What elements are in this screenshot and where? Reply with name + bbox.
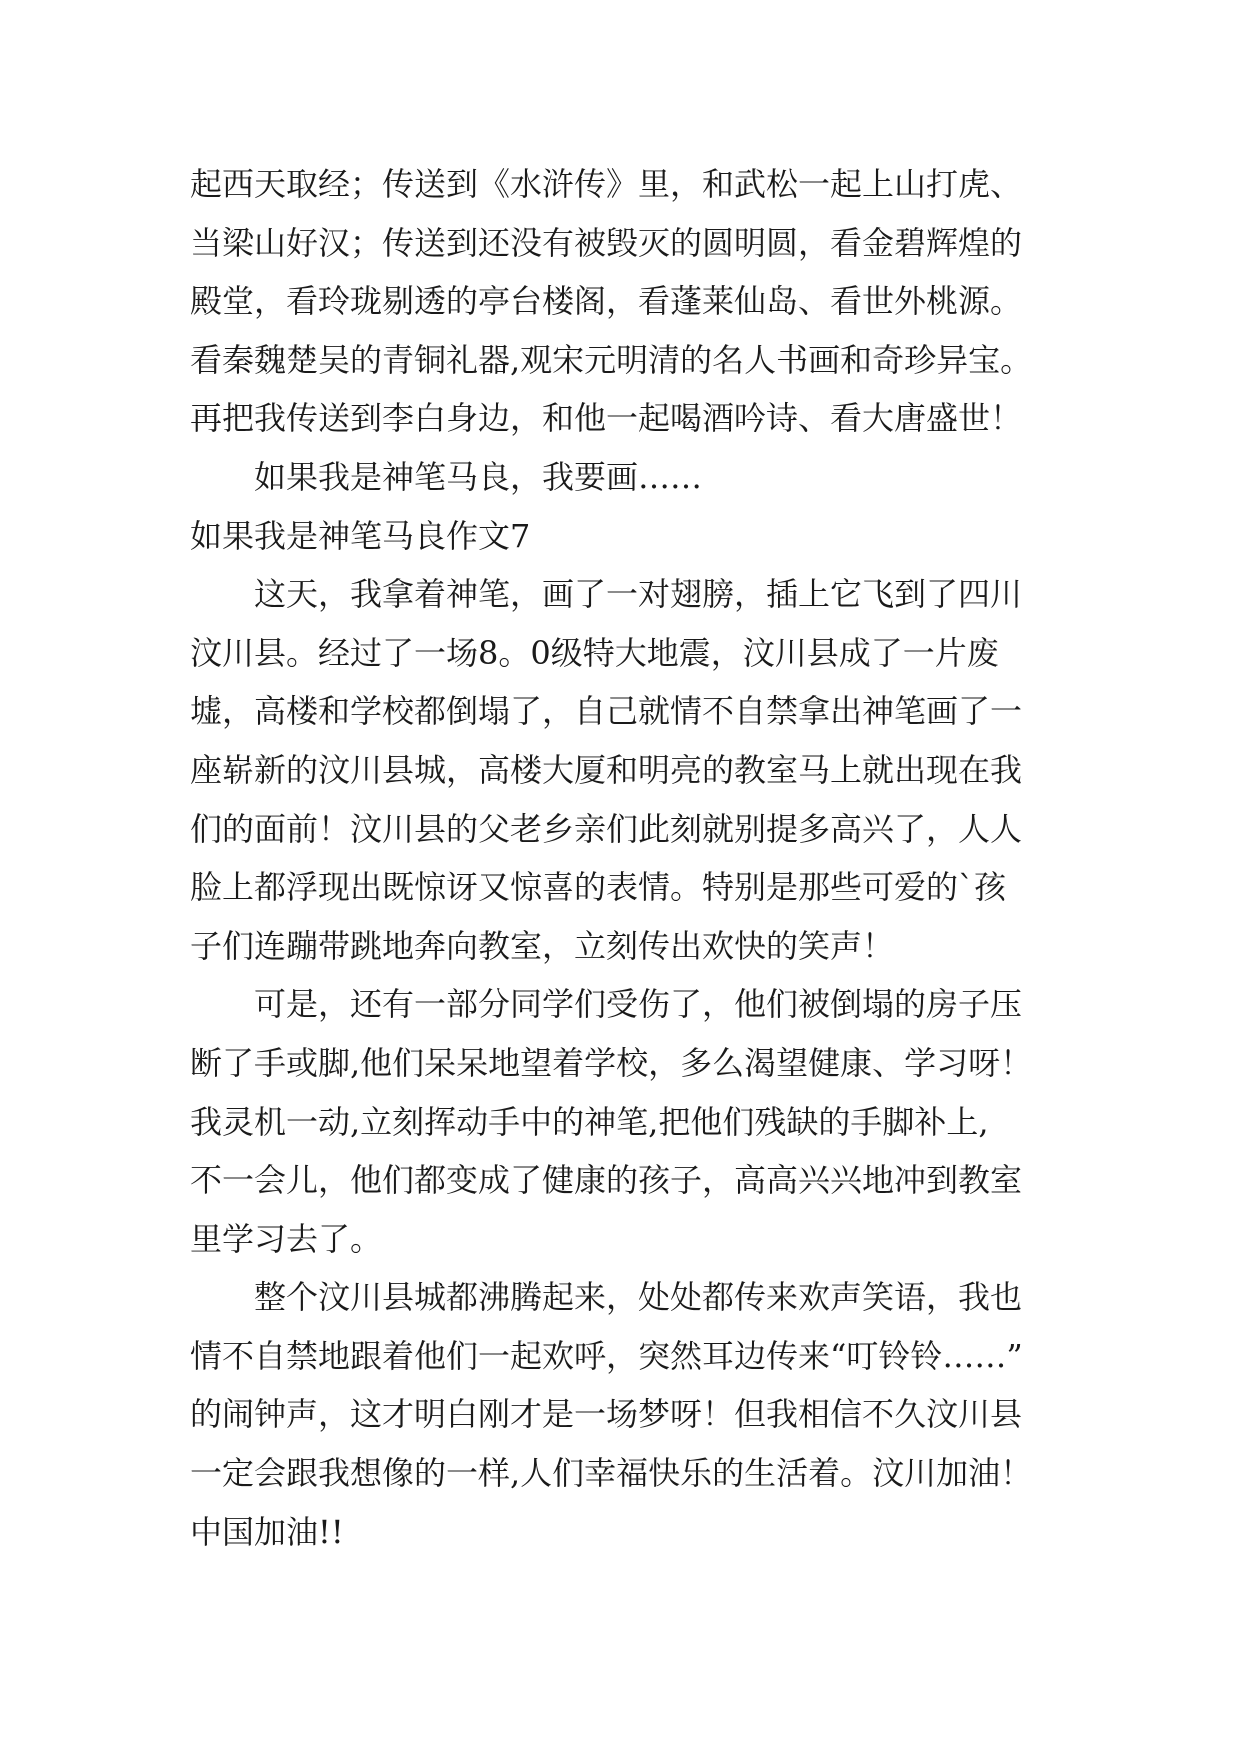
text-line: 我灵机一动,立刻挥动手中的神笔,把他们残缺的手脚补上, [190,1102,989,1141]
text-line: 情不自禁地跟着他们一起欢呼，突然耳边传来“叮铃铃……” [190,1336,1023,1375]
text-line: 里学习去了。 [190,1219,383,1258]
text-line: 的闹钟声，这才明白刚才是一场梦呀！但我相信不久汶川县 [190,1395,1023,1434]
text-line: 子们连蹦带跳地奔向教室，立刻传出欢快的笑声！ [190,926,895,965]
text-line: 不一会儿，他们都变成了健康的孩子，高高兴兴地冲到教室 [190,1161,1023,1200]
text-line: 一定会跟我想像的一样,人们幸福快乐的生活着。汶川加油！ [190,1454,1033,1493]
text-line: 断了手或脚,他们呆呆地望着学校，多么渴望健康、学习呀！ [190,1043,1033,1082]
text-line: 们的面前！汶川县的父老乡亲们此刻就别提多高兴了，人人 [190,809,1023,848]
text-line: 整个汶川县城都沸腾起来，处处都传来欢声笑语，我也 [254,1278,1023,1317]
essay-heading: 如果我是神笔马良作文7 [190,516,531,555]
text-line: 脸上都浮现出既惊讶又惊喜的表情。特别是那些可爱的`孩 [190,868,1007,907]
text-line: 座崭新的汶川县城，高楼大厦和明亮的教室马上就出现在我 [190,750,1023,789]
essay-text [190,155,1070,1561]
text-line: 殿堂，看玲珑剔透的亭台楼阁，看蓬莱仙岛、看世外桃源。 [190,282,1023,321]
text-line: 墟，高楼和学校都倒塌了，自己就情不自禁拿出神笔画了一 [190,692,1023,731]
text-line: 看秦魏楚吴的青铜礼器,观宋元明清的名人书画和奇珍异宝。 [190,340,1033,379]
text-line: 起西天取经；传送到《水浒传》里，和武松一起上山打虎、 [190,165,1023,203]
text-line: 如果我是神笔马良，我要画…… [254,457,703,496]
text-line: 当梁山好汉；传送到还没有被毁灭的圆明圆，看金碧辉煌的 [190,223,1023,262]
text-line: 可是，还有一部分同学们受伤了，他们被倒塌的房子压 [254,985,1023,1024]
text-line: 这天，我拿着神笔，画了一对翅膀，插上它飞到了四川 [254,575,1023,614]
text-line: 汶川县。经过了一场8。0级特大地震，汶川县成了一片废 [190,633,999,672]
text-line: 中国加油!! [190,1512,344,1551]
text-line: 再把我传送到李白身边，和他一起喝酒吟诗、看大唐盛世！ [190,399,1023,438]
